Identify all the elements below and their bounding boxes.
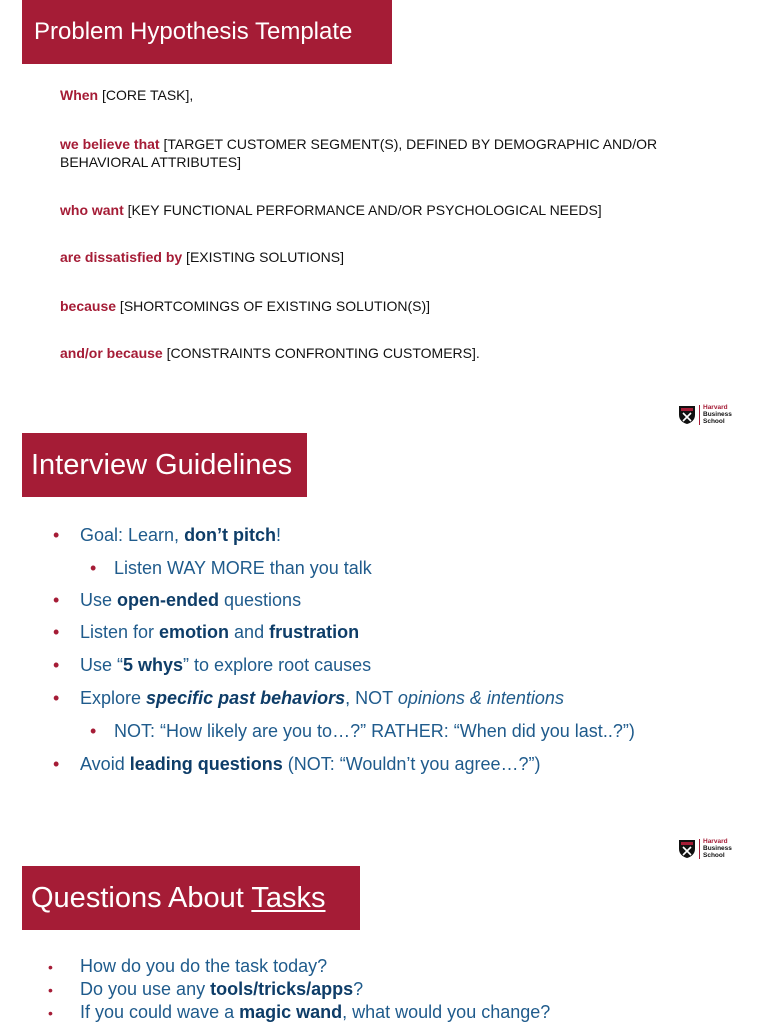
slide-title: Interview Guidelines [31, 448, 293, 481]
hypothesis-text: [KEY FUNCTIONAL PERFORMANCE AND/OR PSYCHOLOGICAL NEEDS] [123, 202, 602, 218]
logo-line: Business [703, 845, 732, 852]
hypothesis-keyword: because [60, 298, 117, 314]
slide-title [31, 882, 326, 915]
logo-wordmark [703, 404, 732, 425]
bullet-text: Avoid [80, 754, 130, 774]
guideline-sub-bullet [90, 721, 635, 742]
slide-title-underlined: Tasks [251, 881, 326, 914]
bullet-text: Goal: Learn, [80, 525, 185, 545]
hypothesis-keyword: we believe that [60, 136, 160, 152]
guideline-bullet [53, 622, 360, 643]
hypothesis-line-and-or-because [60, 344, 720, 362]
bullet-icon: • [53, 754, 60, 774]
question-text: ? [353, 979, 364, 999]
task-question [48, 979, 364, 1000]
question-text: If you could wave a [80, 1002, 240, 1022]
bullet-bold-text: don’t pitch [184, 525, 277, 545]
bullet-icon: • [53, 622, 60, 642]
hypothesis-text: [EXISTING SOLUTIONS] [182, 249, 344, 265]
bullet-bold-text: frustration [269, 622, 360, 642]
bullet-bold-text: open-ended [117, 590, 220, 610]
question-text: , what would you change? [342, 1002, 551, 1022]
question-bold-text: magic wand [239, 1002, 343, 1022]
bullet-italic-text: opinions & intentions [397, 688, 564, 708]
logo-line: Harvard [703, 838, 728, 845]
bullet-bold-text: emotion [159, 622, 230, 642]
logo-divider [699, 839, 700, 859]
bullet-bold-text: 5 whys [123, 655, 184, 675]
hypothesis-keyword: who want [60, 202, 124, 218]
hypothesis-line-we-believe [60, 135, 720, 171]
slide-title-bar [22, 866, 360, 930]
hypothesis-line-because [60, 297, 720, 315]
bullet-icon: • [53, 590, 60, 610]
hypothesis-keyword: are dissatisfied by [60, 249, 183, 265]
bullet-icon: • [48, 982, 53, 998]
hypothesis-text: [SHORTCOMINGS OF EXISTING SOLUTION(S)] [116, 298, 431, 314]
bullet-text: , NOT [345, 688, 398, 708]
bullet-icon: • [53, 688, 60, 708]
slide-title-bar [22, 433, 307, 497]
hypothesis-keyword: and/or because [60, 345, 163, 361]
logo-line: Business [703, 411, 732, 418]
bullet-text: Listen for [80, 622, 160, 642]
logo-wordmark [703, 838, 732, 859]
bullet-text: NOT: “How likely are you to…?” RATHER: “When did you last..?”) [114, 721, 635, 741]
shield-icon [678, 405, 696, 425]
guideline-sub-bullet [90, 558, 372, 579]
bullet-icon: • [48, 959, 53, 975]
guideline-bullet [53, 688, 564, 709]
guideline-bullet [53, 754, 541, 775]
task-question [48, 956, 328, 977]
hypothesis-text: [CORE TASK], [98, 87, 194, 103]
bullet-text: ” to explore root causes [183, 655, 372, 675]
bullet-text: questions [219, 590, 302, 610]
bullet-text: (NOT: “Wouldn’t you agree…?”) [282, 754, 541, 774]
bullet-text: Explore [80, 688, 147, 708]
logo-line: Harvard [703, 404, 728, 411]
guideline-bullet [53, 525, 282, 546]
hypothesis-text: [CONSTRAINTS CONFRONTING CUSTOMERS]. [162, 345, 480, 361]
hypothesis-line-dissatisfied [60, 248, 720, 266]
hypothesis-text: [TARGET CUSTOMER SEGMENT(S), DEFINED BY DEMOGRAPHIC AND/OR BEHAVIORAL ATTRIBUTES] [60, 136, 658, 170]
question-text: How do you do the task today? [80, 956, 328, 976]
shield-icon [678, 839, 696, 859]
bullet-bold-text: leading questions [129, 754, 283, 774]
slide-title-bar [22, 0, 392, 64]
hypothesis-line-who-want [60, 201, 720, 219]
guideline-bullet [53, 590, 302, 611]
hypothesis-line-when [60, 86, 720, 104]
bullet-bold-italic-text: specific past behaviors [146, 688, 346, 708]
slide-title: Problem Hypothesis Template [34, 18, 353, 45]
question-bold-text: tools/tricks/apps [210, 979, 354, 999]
logo-divider [699, 405, 700, 425]
bullet-icon: • [90, 721, 97, 741]
slide-title-text: Questions About [31, 881, 252, 914]
bullet-text: and [229, 622, 270, 642]
logo-line: School [703, 418, 725, 425]
guideline-bullet [53, 655, 372, 676]
bullet-text: Use [80, 590, 118, 610]
slide-problem-hypothesis [0, 0, 768, 432]
bullet-icon: • [53, 655, 60, 675]
hypothesis-keyword: When [60, 87, 99, 103]
hbs-logo [678, 838, 732, 859]
hbs-logo [678, 404, 732, 425]
slide-interview-guidelines [0, 432, 768, 866]
question-text: Do you use any [80, 979, 211, 999]
bullet-text: Listen WAY MORE than you talk [114, 558, 372, 578]
bullet-icon: • [48, 1005, 53, 1021]
bullet-icon: • [53, 525, 60, 545]
logo-line: School [703, 852, 725, 859]
task-question [48, 1002, 551, 1023]
bullet-text: ! [276, 525, 282, 545]
bullet-icon: • [90, 558, 97, 578]
bullet-text: Use “ [80, 655, 124, 675]
